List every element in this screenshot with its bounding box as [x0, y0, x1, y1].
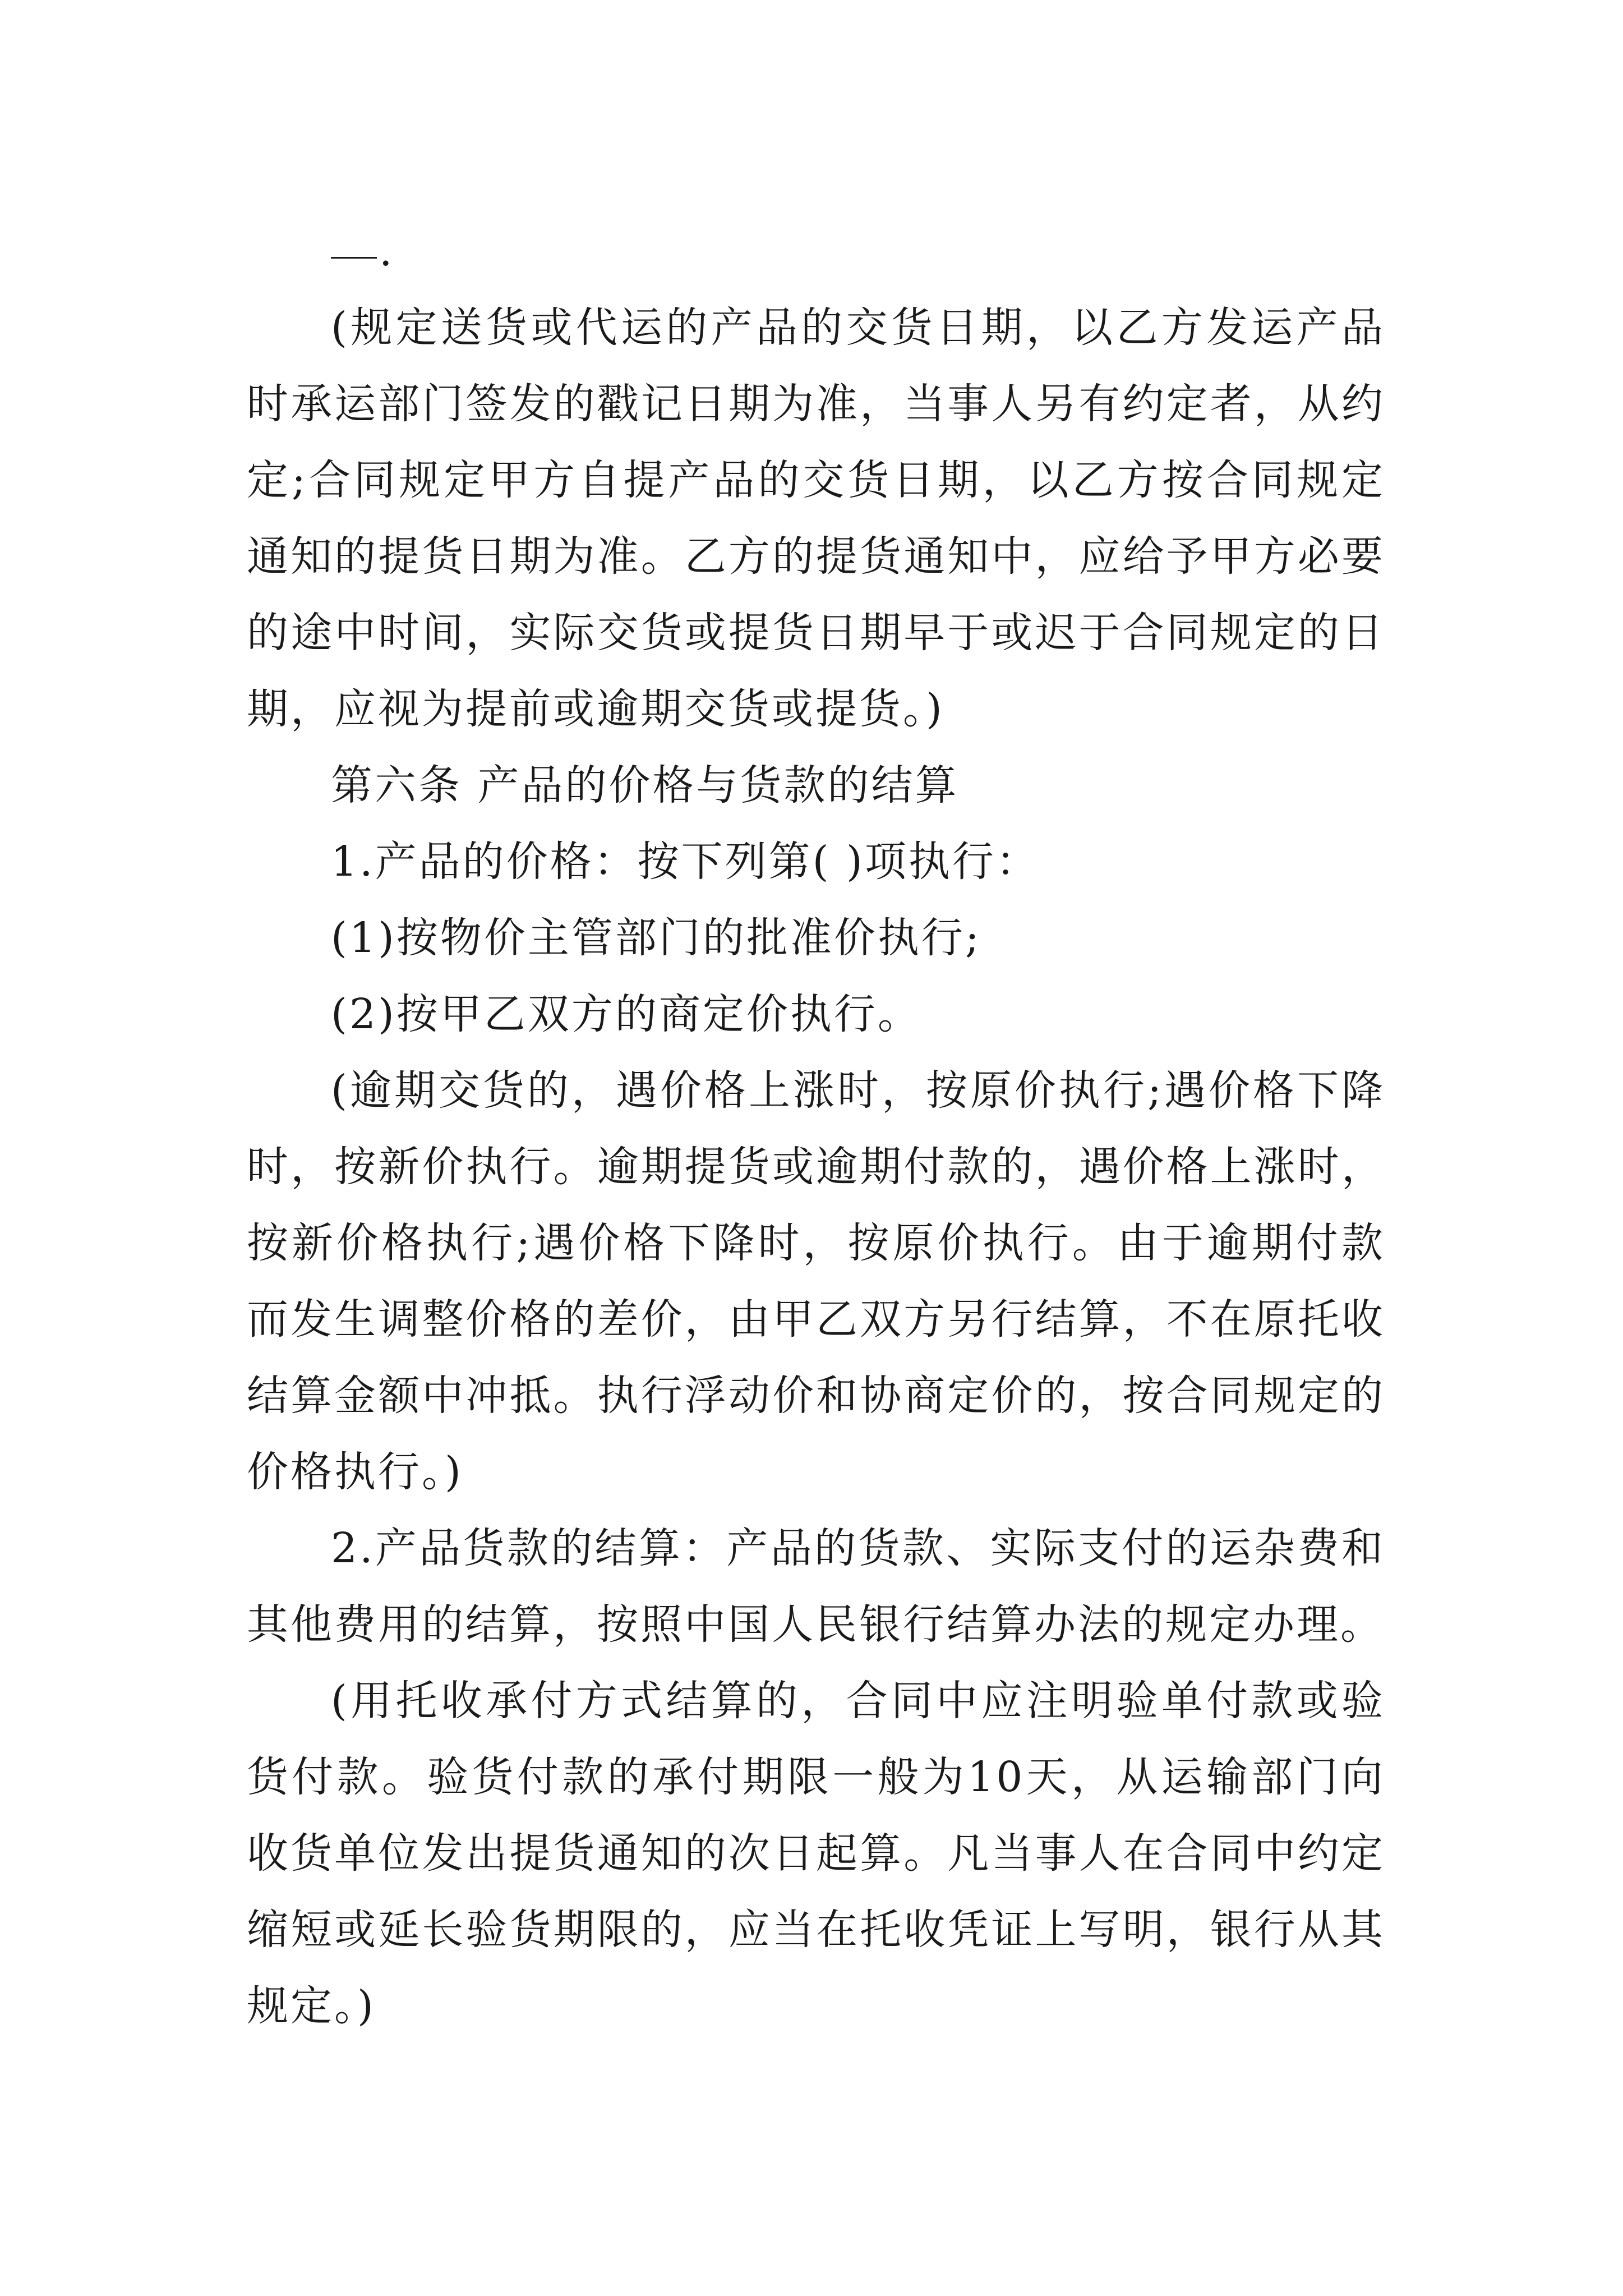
article-6-heading: 第六条 产品的价格与货款的结算 [331, 761, 959, 809]
underline-blank [331, 257, 377, 259]
price-clause: 1.产品的价格：按下列第( )项执行： [331, 838, 1040, 886]
price-option-2: (2)按甲乙双方的商定价执行。 [331, 990, 921, 1038]
settlement-clause: 2.产品货款的结算：产品的货款、实际支付的运杂费和其他费用的结算，按照中国人民银行结算办法的规定办理。 [247, 1524, 1385, 1649]
price-adjustment-note: (逾期交货的，遇价格上涨时，按原价执行;遇价格下降时，按新价执行。逾期提货或逾期付款的，遇价格上涨时，按新价格执行;遇价格下降时，按原价执行。由于逾期付款而发生调整价格的差价，由甲乙双方另行结算，不在原托收结算金额中冲抵。执行浮动价和协商定价的，按合同规定的价格执行。) [247, 1066, 1385, 1496]
delivery-date-note: (规定送货或代运的产品的交货日期，以乙方发运产品时承运部门签发的戳记日期为准，当事人另有约定者，从约定;合同规定甲方自提产品的交货日期，以乙方按合同规定通知的提货日期为准。乙方的提货通知中，应给予甲方必要的途中时间，实际交货或提货日期早于或迟于合同规定的日期，应视为提前或逾期交货或提货。) [247, 303, 1385, 733]
blank-fill-line [331, 213, 1385, 289]
line-end-period: . [379, 227, 393, 275]
price-option-1: (1)按物价主管部门的批准价执行; [331, 914, 981, 962]
settlement-note: (用托收承付方式结算的，合同中应注明验单付款或验货付款。验货付款的承付期限一般为10天，从运输部门向收货单位发出提货通知的次日起算。凡当事人在合同中约定缩短或延长验货期限的，应当在托收凭证上写明，银行从其规定。) [247, 1677, 1385, 2030]
document-body [247, 213, 1385, 2044]
